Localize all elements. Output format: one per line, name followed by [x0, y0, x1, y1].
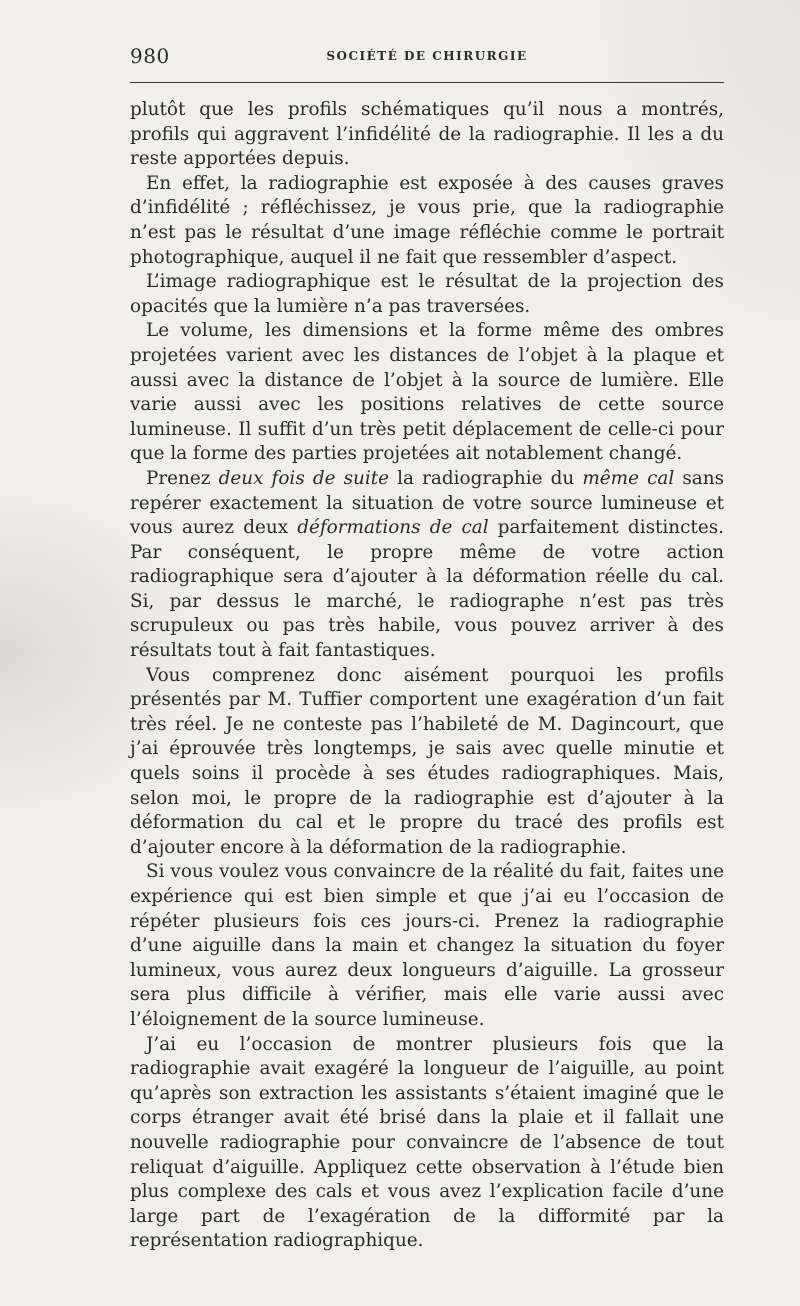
text-run: Prenez [146, 467, 219, 489]
text-run: En effet, la radiographie est exposée à des causes graves d’infidélité ; réfléchissez, je vous prie, que la radiographie n’est pas le résultat d’une image réfléchie comme le portrait photographique, auquel il ne fait que ressembler d’aspect. [130, 172, 724, 268]
text-run: la radiographie du [389, 467, 583, 489]
paragraph [130, 860, 724, 1032]
running-title: SOCIÉTÉ DE CHIRURGIE [326, 49, 528, 63]
page-number: 980 [130, 44, 170, 68]
italic-run: deux fois de suite [218, 467, 390, 489]
text-run: parfaitement distinctes. Par conséquent, le propre même de votre action radiographique sera d’ajouter à la déformation réelle du cal. Si, par dessus le marché, le radiographe n’est pas très scrupuleux ou pas très habile, vous pouvez arriver à des résultats tout à fait fantastiques. [130, 517, 724, 662]
text-run: plutôt que les profils schématiques qu’il nous a montrés, profils qui aggravent l’infidélité de la radiographie. Il les a du reste apportées depuis. [130, 99, 724, 170]
paragraph [130, 172, 724, 270]
header-rule [130, 82, 724, 83]
text-run: L’image radiographique est le résultat de la projection des opacités que la lumière n’a pas traversées. [130, 271, 724, 317]
text-run: sans repérer exactement la situation de votre source lumineuse et vous aurez deux [130, 467, 725, 539]
paragraph [130, 1033, 724, 1254]
paragraph [130, 664, 724, 861]
body-text [130, 98, 724, 1254]
italic-run: déformations de cal [297, 517, 489, 539]
paragraph [130, 467, 724, 664]
paragraph [130, 98, 724, 172]
italic-run: même cal [582, 467, 675, 489]
text-run: Le volume, les dimensions et la forme même des ombres projetées varient avec les distances de l’objet à la plaque et aussi avec la distance de l’objet à la source de lumière. Elle varie aussi avec les positions relatives de cette source lumineuse. Il suffit d’un très petit déplacement de celle-ci pour que la forme des parties projetées ait notablement changé. [130, 320, 724, 465]
text-run: J’ai eu l’occasion de montrer plusieurs fois que la radiographie avait exagéré la longueur de l’aiguille, au point qu’après son extraction les assistants s’étaient imaginé que le corps étranger avait été brisé dans la plaie et il fallait une nouvelle radiographie pour convaincre de l’absence de tout reliquat d’aiguille. Appliquez cette observation à l’étude bien plus complexe des cals et vous avez l’explication facile d’une large part de l’exagération de la difformité par la représentation radiographique. [130, 1033, 724, 1252]
paragraph [130, 270, 724, 319]
paragraph [130, 319, 724, 467]
text-run: Vous comprenez donc aisément pourquoi les profils présentés par M. Tuffier comportent une exagération d’un fait très réel. Je ne conteste pas l’habileté de M. Dagincourt, que j’ai éprouvée très longtemps, je sais avec quelle minutie et quels soins il procède à ses études radiographiques. Mais, selon moi, le propre de la radiographie est d’ajouter à la déformation du cal et le propre du tracé des profils est d’ajouter encore à la déformation de la radiographie. [130, 664, 724, 858]
page-header [130, 44, 724, 74]
text-run: Si vous voulez vous convaincre de la réalité du fait, faites une expérience qui est bien simple et que j’ai eu l’occasion de répéter plusieurs fois ces jours-ci. Prenez la radiographie d’une aiguille dans la main et changez la situation du foyer lumineux, vous aurez deux longueurs d’aiguille. La grosseur sera plus difficile à vérifier, mais elle varie aussi avec l’éloignement de la source lumineuse. [130, 861, 724, 1030]
